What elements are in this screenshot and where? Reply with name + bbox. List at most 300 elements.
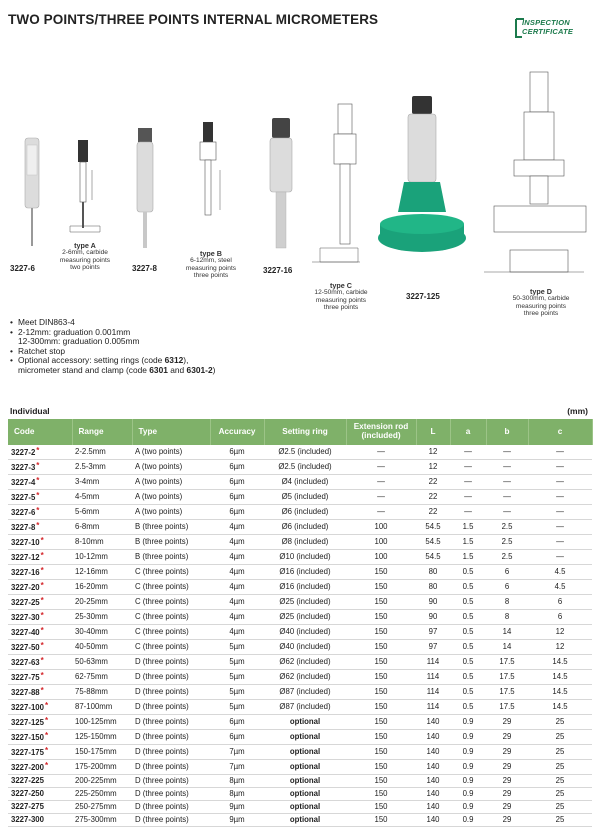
star-marker: * [40, 641, 44, 650]
table-cell: 3227-50* [8, 640, 72, 655]
table-cell: 29 [486, 715, 528, 730]
table-row [8, 460, 592, 475]
table-cell: 12-16mm [72, 565, 132, 580]
star-marker: * [44, 761, 49, 770]
star-marker: * [36, 506, 40, 515]
table-cell: — [528, 490, 592, 505]
table-cell: 150 [346, 625, 416, 640]
table-cell: optional [264, 801, 346, 814]
table-row [8, 655, 592, 670]
table-cell: 3227-75* [8, 670, 72, 685]
table-cell: 0.9 [450, 730, 486, 745]
table-cell: Ø87 (included) [264, 700, 346, 715]
table-cell: 4.5 [528, 565, 592, 580]
table-cell: 140 [416, 760, 450, 775]
table-cell: 275-300mm [72, 814, 132, 827]
star-marker: * [36, 521, 40, 530]
table-cell: 6µm [210, 715, 264, 730]
table-cell: 3227-16* [8, 565, 72, 580]
table-cell: 3227-10* [8, 535, 72, 550]
table-cell: — [346, 460, 416, 475]
table-cell: D (three points) [132, 775, 210, 788]
table-cell: 100-125mm [72, 715, 132, 730]
certificate-line2: CERTIFICATE [522, 27, 574, 36]
table-cell: Ø2.5 (included) [264, 460, 346, 475]
table-cell: 5µm [210, 670, 264, 685]
star-marker: * [40, 596, 44, 605]
table-cell: 3227-88* [8, 685, 72, 700]
table-cell: C (three points) [132, 595, 210, 610]
table-cell: 3227-4* [8, 475, 72, 490]
table-cell: 5µm [210, 640, 264, 655]
table-cell: 8 [486, 595, 528, 610]
table-cell: 22 [416, 505, 450, 520]
table-cell: 3227-175* [8, 745, 72, 760]
table-row [8, 640, 592, 655]
table-cell: A (two points) [132, 475, 210, 490]
table-cell: 90 [416, 610, 450, 625]
table-cell: 8µm [210, 775, 264, 788]
section-label: Individual [10, 406, 50, 416]
star-marker: * [40, 536, 44, 545]
table-cell: Ø5 (included) [264, 490, 346, 505]
table-cell: D (three points) [132, 655, 210, 670]
table-cell: C (three points) [132, 610, 210, 625]
table-cell: — [528, 520, 592, 535]
table-cell: 2.5-3mm [72, 460, 132, 475]
table-cell: 6µm [210, 475, 264, 490]
table-cell: 25 [528, 760, 592, 775]
table-cell: 0.5 [450, 595, 486, 610]
table-cell: — [346, 475, 416, 490]
table-cell: 4µm [210, 625, 264, 640]
table-cell: 0.5 [450, 625, 486, 640]
table-cell: 3227-3* [8, 460, 72, 475]
table-cell: 150 [346, 715, 416, 730]
table-cell: Ø62 (included) [264, 655, 346, 670]
table-cell: 0.9 [450, 814, 486, 827]
table-cell: 140 [416, 715, 450, 730]
table-cell: 140 [416, 814, 450, 827]
table-cell: 150 [346, 610, 416, 625]
table-cell: 150 [346, 565, 416, 580]
table-cell: B (three points) [132, 520, 210, 535]
table-cell: 200-225mm [72, 775, 132, 788]
table-cell: — [486, 460, 528, 475]
table-cell: 17.5 [486, 655, 528, 670]
product-illustrations [0, 60, 600, 330]
table-row [8, 775, 592, 788]
table-cell: 150 [346, 670, 416, 685]
certificate-line1: INSPECTION [522, 18, 570, 27]
table-row [8, 445, 592, 460]
type-d-drawing [484, 72, 586, 272]
table-cell: 6 [528, 595, 592, 610]
specification-table [8, 419, 593, 827]
table-cell: 3227-25* [8, 595, 72, 610]
table-cell: C (three points) [132, 565, 210, 580]
table-cell: 5µm [210, 700, 264, 715]
table-cell: 150 [346, 788, 416, 801]
column-header: Accuracy [210, 419, 264, 445]
table-cell: 114 [416, 700, 450, 715]
table-cell: 12 [528, 640, 592, 655]
table-cell: 114 [416, 670, 450, 685]
table-cell: 16-20mm [72, 580, 132, 595]
table-cell: Ø8 (included) [264, 535, 346, 550]
table-cell: 4µm [210, 580, 264, 595]
column-header: Range [72, 419, 132, 445]
type-b-drawing [200, 122, 220, 215]
table-cell: 14.5 [528, 655, 592, 670]
table-cell: C (three points) [132, 580, 210, 595]
table-cell: 0.5 [450, 670, 486, 685]
table-cell: 6µm [210, 505, 264, 520]
table-cell: 225-250mm [72, 788, 132, 801]
table-row [8, 505, 592, 520]
table-cell: 4µm [210, 520, 264, 535]
star-marker: * [36, 446, 40, 455]
table-cell: 25 [528, 745, 592, 760]
star-marker: * [40, 566, 44, 575]
table-row [8, 610, 592, 625]
feature-item: • Ratchet stop [10, 347, 370, 357]
star-marker: * [40, 581, 44, 590]
table-cell: 4µm [210, 595, 264, 610]
star-marker: * [44, 701, 49, 710]
table-cell: 2-2.5mm [72, 445, 132, 460]
table-cell: — [486, 490, 528, 505]
table-cell: D (three points) [132, 814, 210, 827]
table-cell: — [528, 445, 592, 460]
table-cell: 140 [416, 745, 450, 760]
table-cell: 0.9 [450, 745, 486, 760]
table-cell: 4µm [210, 610, 264, 625]
table-cell: 54.5 [416, 520, 450, 535]
table-cell: optional [264, 760, 346, 775]
table-cell: 80 [416, 580, 450, 595]
table-cell: Ø6 (included) [264, 505, 346, 520]
table-cell: — [346, 445, 416, 460]
table-cell: Ø6 (included) [264, 520, 346, 535]
star-marker: * [40, 551, 44, 560]
table-row [8, 730, 592, 745]
table-row [8, 814, 592, 827]
table-cell: Ø2.5 (included) [264, 445, 346, 460]
table-row [8, 595, 592, 610]
table-cell: 8 [486, 610, 528, 625]
table-cell: 6 [528, 610, 592, 625]
table-row [8, 745, 592, 760]
table-cell: 25 [528, 715, 592, 730]
table-cell: 25 [528, 775, 592, 788]
table-row [8, 520, 592, 535]
table-header-row [8, 419, 592, 445]
table-cell: A (two points) [132, 460, 210, 475]
table-cell: 17.5 [486, 685, 528, 700]
star-marker: * [40, 686, 44, 695]
column-header: b [486, 419, 528, 445]
table-cell: 150 [346, 814, 416, 827]
table-cell: 14.5 [528, 670, 592, 685]
table-cell: A (two points) [132, 505, 210, 520]
table-cell: 12 [528, 625, 592, 640]
feature-item: • 2-12mm: graduation 0.001mm [10, 328, 370, 338]
table-cell: 29 [486, 814, 528, 827]
star-marker: * [40, 626, 44, 635]
column-header: Type [132, 419, 210, 445]
table-cell: 14.5 [528, 700, 592, 715]
table-cell: 150-175mm [72, 745, 132, 760]
table-cell: 90 [416, 595, 450, 610]
table-cell: 3227-2* [8, 445, 72, 460]
table-cell: D (three points) [132, 700, 210, 715]
table-cell: 97 [416, 640, 450, 655]
table-cell: 14 [486, 625, 528, 640]
table-cell: 3227-12* [8, 550, 72, 565]
table-cell: 4.5 [528, 580, 592, 595]
star-marker: * [44, 731, 49, 740]
table-row [8, 475, 592, 490]
table-row [8, 550, 592, 565]
table-cell: — [528, 475, 592, 490]
table-cell: — [528, 535, 592, 550]
table-cell: 29 [486, 775, 528, 788]
table-cell: 140 [416, 801, 450, 814]
product-code-label: 3227-6 [10, 264, 35, 273]
table-cell: D (three points) [132, 685, 210, 700]
table-cell: 1.5 [450, 535, 486, 550]
table-cell: 140 [416, 775, 450, 788]
table-cell: 150 [346, 580, 416, 595]
table-cell: 25 [528, 730, 592, 745]
table-cell: 75-88mm [72, 685, 132, 700]
table-row [8, 490, 592, 505]
table-cell: optional [264, 745, 346, 760]
table-cell: 140 [416, 730, 450, 745]
table-cell: D (three points) [132, 715, 210, 730]
table-cell: B (three points) [132, 550, 210, 565]
table-cell: 150 [346, 595, 416, 610]
table-cell: A (two points) [132, 490, 210, 505]
star-marker: * [36, 461, 40, 470]
table-row [8, 760, 592, 775]
table-cell: optional [264, 788, 346, 801]
table-cell: optional [264, 715, 346, 730]
table-cell: — [450, 445, 486, 460]
feature-item-continued: micrometer stand and clamp (code 6301 and 6301-2) [18, 364, 216, 375]
table-cell: 6µm [210, 460, 264, 475]
table-cell: Ø40 (included) [264, 625, 346, 640]
table-cell: 54.5 [416, 550, 450, 565]
table-cell: 3227-300 [8, 814, 72, 827]
table-cell: 0.5 [450, 580, 486, 595]
table-row [8, 670, 592, 685]
column-header: Extension rod (included) [346, 419, 416, 445]
table-cell: 6µm [210, 490, 264, 505]
star-marker: * [44, 716, 49, 725]
table-cell: 100 [346, 550, 416, 565]
table-cell: 0.5 [450, 655, 486, 670]
table-cell: 5µm [210, 655, 264, 670]
table-cell: 3227-275 [8, 801, 72, 814]
product-code-label: 3227-16 [263, 266, 293, 275]
table-cell: 3227-20* [8, 580, 72, 595]
table-cell: 62-75mm [72, 670, 132, 685]
table-cell: Ø16 (included) [264, 565, 346, 580]
type-a-drawing [70, 140, 100, 232]
table-cell: 0.9 [450, 715, 486, 730]
table-cell: 3227-30* [8, 610, 72, 625]
table-cell: C (three points) [132, 640, 210, 655]
table-cell: 150 [346, 745, 416, 760]
table-cell: 29 [486, 730, 528, 745]
table-cell: 3-4mm [72, 475, 132, 490]
table-cell: 3227-63* [8, 655, 72, 670]
table-cell: — [450, 490, 486, 505]
table-cell: 25 [528, 788, 592, 801]
table-cell: — [450, 505, 486, 520]
table-cell: 114 [416, 655, 450, 670]
table-cell: 4-5mm [72, 490, 132, 505]
table-cell: 5µm [210, 685, 264, 700]
star-marker: * [40, 671, 44, 680]
table-cell: 9µm [210, 814, 264, 827]
table-cell: 150 [346, 685, 416, 700]
table-cell: 3227-200* [8, 760, 72, 775]
table-cell: 0.5 [450, 700, 486, 715]
table-cell: D (three points) [132, 745, 210, 760]
table-cell: 40-50mm [72, 640, 132, 655]
table-row [8, 535, 592, 550]
table-cell: 29 [486, 788, 528, 801]
table-cell: 0.5 [450, 610, 486, 625]
table-cell: 0.9 [450, 801, 486, 814]
type-c-caption: type C 12-50mm, carbide measuring points three points [314, 281, 368, 312]
table-cell: Ø4 (included) [264, 475, 346, 490]
table-cell: 5-6mm [72, 505, 132, 520]
table-cell: D (three points) [132, 788, 210, 801]
table-cell: — [346, 490, 416, 505]
table-row [8, 685, 592, 700]
table-cell: 2.5 [486, 520, 528, 535]
type-c-drawing [312, 104, 360, 262]
table-cell: 30-40mm [72, 625, 132, 640]
micrometer-3227-8-image [137, 128, 153, 248]
table-cell: 6 [486, 580, 528, 595]
table-cell: 0.9 [450, 760, 486, 775]
table-cell: 150 [346, 730, 416, 745]
star-marker: * [40, 656, 44, 665]
table-cell: 17.5 [486, 700, 528, 715]
table-cell: 0.9 [450, 788, 486, 801]
feature-item: • Meet DIN863-4 [10, 318, 370, 328]
table-cell: 150 [346, 700, 416, 715]
product-code-label: 3227-8 [132, 264, 157, 273]
table-cell: 8-10mm [72, 535, 132, 550]
table-cell: 20-25mm [72, 595, 132, 610]
column-header: c [528, 419, 592, 445]
table-cell: 3227-125* [8, 715, 72, 730]
table-row [8, 801, 592, 814]
table-cell: — [450, 475, 486, 490]
table-cell: 9µm [210, 801, 264, 814]
micrometer-3227-16-image [270, 118, 292, 248]
table-cell: C (three points) [132, 625, 210, 640]
star-marker: * [36, 476, 40, 485]
table-cell: 150 [346, 640, 416, 655]
table-row [8, 625, 592, 640]
table-cell: 3227-6* [8, 505, 72, 520]
table-cell: 54.5 [416, 535, 450, 550]
table-cell: 12 [416, 445, 450, 460]
table-cell: 7µm [210, 745, 264, 760]
table-cell: 29 [486, 801, 528, 814]
table-cell: 3227-250 [8, 788, 72, 801]
table-cell: — [486, 505, 528, 520]
table-cell: 80 [416, 565, 450, 580]
table-cell: 100 [346, 520, 416, 535]
table-cell: B (three points) [132, 535, 210, 550]
star-marker: * [40, 611, 44, 620]
product-code-label: 3227-125 [406, 292, 440, 301]
table-cell: D (three points) [132, 670, 210, 685]
table-cell: Ø87 (included) [264, 685, 346, 700]
table-cell: 3227-150* [8, 730, 72, 745]
table-cell: 4µm [210, 565, 264, 580]
table-cell: 150 [346, 760, 416, 775]
table-row [8, 788, 592, 801]
table-row [8, 715, 592, 730]
table-cell: Ø62 (included) [264, 670, 346, 685]
feature-item-continued: 12-300mm: graduation 0.005mm [18, 336, 140, 347]
column-header: L [416, 419, 450, 445]
column-header: a [450, 419, 486, 445]
table-body [8, 445, 592, 827]
table-cell: 4µm [210, 535, 264, 550]
table-cell: D (three points) [132, 801, 210, 814]
table-cell: 6-8mm [72, 520, 132, 535]
table-cell: 1.5 [450, 520, 486, 535]
table-cell: 14.5 [528, 685, 592, 700]
table-cell: 7µm [210, 760, 264, 775]
table-cell: 150 [346, 775, 416, 788]
table-cell: 175-200mm [72, 760, 132, 775]
table-cell: D (three points) [132, 760, 210, 775]
table-cell: 0.5 [450, 565, 486, 580]
table-cell: — [486, 445, 528, 460]
table-cell: 6µm [210, 445, 264, 460]
page-title: TWO POINTS/THREE POINTS INTERNAL MICROMETERS [8, 12, 379, 27]
table-cell: 2.5 [486, 550, 528, 565]
table-cell: — [486, 475, 528, 490]
inspection-certificate-badge [512, 16, 592, 40]
table-cell: 25-30mm [72, 610, 132, 625]
table-cell: 17.5 [486, 670, 528, 685]
table-cell: 87-100mm [72, 700, 132, 715]
table-cell: 6 [486, 565, 528, 580]
table-cell: 97 [416, 625, 450, 640]
table-cell: optional [264, 814, 346, 827]
table-cell: 3227-100* [8, 700, 72, 715]
table-cell: 3227-5* [8, 490, 72, 505]
table-cell: 250-275mm [72, 801, 132, 814]
table-cell: 12 [416, 460, 450, 475]
table-cell: 114 [416, 685, 450, 700]
table-row [8, 580, 592, 595]
table-cell: 29 [486, 745, 528, 760]
table-cell: 150 [346, 801, 416, 814]
